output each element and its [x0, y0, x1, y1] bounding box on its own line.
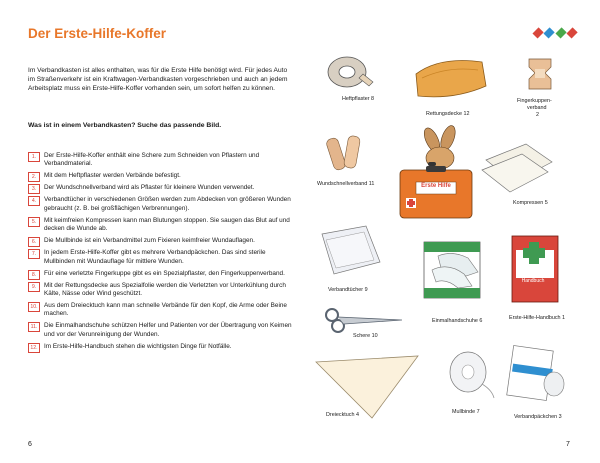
- statement-text: Für eine verletzte Fingerkuppe gibt es ein Spezialpflaster, den Fingerkuppenverband.: [44, 269, 285, 277]
- statement-item: [28, 237, 296, 245]
- statement-text: Mit der Rettungsdecke aus Spezialfolie werden die Verletzten vor Unterkühlung durch Kälte, Nässe oder Wind geschützt.: [44, 281, 286, 298]
- statement-number: 4.: [28, 196, 40, 206]
- statement-text: Der Erste-Hilfe-Koffer enthält eine Schere zum Schneiden von Pflastern und Verbandmaterial.: [44, 152, 260, 168]
- publisher-logo: [533, 27, 577, 39]
- fingertip-bandage-illustration: [525, 55, 555, 93]
- statement-number: 8.: [28, 270, 40, 280]
- case-label: Erste Hilfe: [421, 183, 451, 189]
- label-rettungsdecke: Rettungsdecke 12: [426, 111, 470, 117]
- bandage-pack-illustration: [502, 340, 570, 406]
- label-fingerkuppen-line3: 2: [536, 112, 539, 118]
- label-kompressen: Kompressen 5: [513, 200, 548, 206]
- statement-number: 2.: [28, 172, 40, 182]
- statement-item: [28, 249, 296, 266]
- statement-item: [28, 282, 296, 299]
- quick-wound-dressing-illustration: [326, 132, 366, 174]
- right-page-number: 7: [566, 441, 570, 448]
- adhesive-tape-illustration: [325, 52, 375, 92]
- statement-number: 9.: [28, 282, 40, 292]
- compresses-illustration: [478, 140, 558, 198]
- label-fingerkuppen-line2: verband: [527, 105, 547, 111]
- label-einmalhandschuhe: Einmalhandschuhe 6: [432, 318, 483, 324]
- statement-number: 10.: [28, 302, 40, 312]
- label-dreiecktuch: Dreiecktuch 4: [326, 412, 359, 418]
- statement-text: Mit keimfreien Kompressen kann man Blutungen stoppen. Sie saugen das Blut auf und decken die Wunde ab.: [44, 216, 290, 233]
- statement-text: Im Erste-Hilfe-Handbuch stehen die wichtigsten Dinge für Notfälle.: [44, 342, 232, 350]
- statement-item: [28, 172, 296, 180]
- label-wundschnellverband: Wundschnellverband 11: [317, 181, 375, 187]
- statement-text: Die Mullbinde ist ein Verbandmittel zum Fixieren keimfreier Wundauflagen.: [44, 237, 255, 245]
- statement-item: [28, 343, 296, 351]
- statement-text: Mit dem Heftpflaster werden Verbände befestigt.: [44, 172, 181, 180]
- label-schere: Schere 10: [353, 333, 378, 339]
- statement-item: [28, 152, 296, 169]
- page-title: Der Erste-Hilfe-Koffer: [28, 26, 167, 41]
- statement-text: Aus dem Dreiecktuch kann man schnelle Verbände für den Kopf, die Arme oder Beine machen.: [44, 302, 287, 318]
- left-page-number: 6: [28, 441, 32, 448]
- label-verbandpaeckchen: Verbandpäckchen 3: [514, 414, 562, 420]
- label-handbuch: Erste-Hilfe-Handbuch 1: [509, 315, 566, 321]
- statement-item: [28, 322, 296, 339]
- statement-item: [28, 270, 296, 278]
- statement-text: In jedem Erste-Hilfe-Koffer gibt es mehrere Verbandpäckchen. Das sind sterile Mullbinden mit Wundauflage für mittlere Wunden.: [44, 249, 266, 265]
- statement-item: [28, 217, 296, 234]
- statement-item: [28, 302, 296, 319]
- statement-text: Der Wundschnellverband wird als Pflaster für kleinere Wunden verwendet.: [44, 184, 255, 192]
- statement-number: 11.: [28, 322, 40, 332]
- statement-number: 7.: [28, 249, 40, 259]
- gauze-bandage-illustration: [444, 344, 496, 400]
- statement-number: 12.: [28, 343, 40, 353]
- statement-list: [28, 152, 296, 355]
- handbook-cover-text: Erste-Hilfe-Handbuch: [520, 272, 546, 284]
- first-aid-case-illustration: [396, 126, 476, 222]
- statement-number: 6.: [28, 237, 40, 247]
- rescue-blanket-illustration: [410, 52, 490, 104]
- statement-item: [28, 184, 296, 192]
- label-mullbinde: Mullbinde 7: [452, 409, 480, 415]
- statement-item: [28, 196, 296, 213]
- intro-text: Im Verbandkasten ist alles enthalten, was für die Erste Hilfe benötigt wird. Für jedes Auto im Straßenverkehr ist ein Kraftwagen-Verbandkasten vorgeschrieben und auch an jedem Arbeitsplatz muss ein Erste-Hilfe-Koffer vorhanden sein, um sofort helfen zu können.: [28, 67, 288, 92]
- disposable-gloves-illustration: [418, 232, 498, 314]
- statement-number: 3.: [28, 184, 40, 194]
- label-verbandtuecher: Verbandtücher 9: [328, 287, 368, 293]
- bandage-cloths-illustration: [316, 222, 386, 280]
- task-question: Was ist in einem Verbandkasten? Suche das passende Bild.: [28, 122, 222, 129]
- statement-number: 5.: [28, 217, 40, 227]
- label-fingerkuppen-line1: Fingerkuppen-: [517, 98, 552, 104]
- scissors-illustration: [322, 306, 406, 334]
- statement-text: Die Einmalhandschuhe schützen Helfer und Patienten vor der Übertragung von Keimen und vor der Verunreinigung der Wunden.: [44, 322, 292, 338]
- label-heftpflaster: Heftpflaster 8: [342, 96, 375, 102]
- statement-text: Verbandtücher in verschiedenen Größen werden zum Abdecken von größeren Wunden gebraucht (z. B. bei großflächigen Verbrennungen).: [44, 196, 291, 212]
- statement-number: 1.: [28, 152, 40, 162]
